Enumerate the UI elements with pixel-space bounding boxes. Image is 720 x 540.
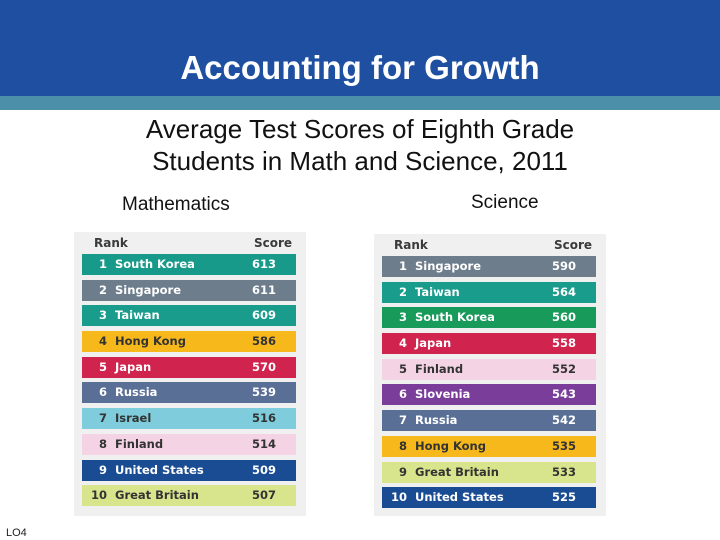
science-row-country: Great Britain [415, 464, 499, 479]
science-row-rank: 8 [398, 438, 407, 453]
science-row-rank: 3 [398, 310, 407, 325]
science-row-country: South Korea [415, 310, 495, 325]
math-table-row [82, 485, 296, 506]
math-rank-header: Rank [94, 236, 128, 250]
science-row-country: Finland [415, 361, 464, 376]
science-row-country: Japan [415, 336, 452, 351]
science-row-country: United States [415, 490, 504, 505]
science-table-row [382, 436, 596, 457]
math-row-score: 611 [252, 282, 277, 297]
science-rows [382, 256, 596, 513]
math-row-country: Great Britain [115, 488, 199, 503]
math-table-header [74, 232, 306, 254]
science-row-rank: 6 [398, 387, 407, 402]
science-row-country: Slovenia [415, 387, 471, 402]
math-row-rank: 5 [98, 359, 107, 374]
math-row-score: 586 [252, 334, 277, 349]
math-row-score: 539 [252, 385, 277, 400]
science-row-rank: 7 [398, 413, 407, 428]
science-row-rank: 2 [398, 284, 407, 299]
math-row-score: 613 [252, 257, 277, 271]
science-row-score: 590 [552, 259, 577, 273]
math-row-rank: 6 [98, 385, 107, 400]
science-row-country: Russia [415, 413, 458, 428]
science-row-rank: 4 [398, 336, 407, 351]
subtitle-line-2: Students in Math and Science, 2011 [152, 146, 568, 176]
math-table-row [82, 382, 296, 403]
math-table-row [82, 408, 296, 429]
science-table-row [382, 256, 596, 277]
science-score-header: Score [553, 238, 592, 252]
science-row-country: Hong Kong [415, 438, 486, 453]
math-table-row [82, 280, 296, 301]
learning-objective-tag: LO4 [6, 527, 27, 539]
math-ranking-table [74, 232, 306, 516]
math-rows [82, 254, 296, 511]
science-row-score: 542 [552, 413, 577, 428]
science-rank-header: Rank [394, 238, 428, 252]
math-row-country: Israel [115, 411, 152, 426]
math-table-row [82, 254, 296, 275]
science-row-rank: 1 [398, 259, 407, 273]
math-row-country: Russia [115, 385, 158, 400]
math-row-country: Singapore [115, 282, 182, 297]
math-row-score: 507 [252, 488, 277, 503]
science-row-score: 533 [552, 464, 577, 479]
science-row-score: 535 [552, 438, 577, 453]
science-row-rank: 9 [398, 464, 407, 479]
math-row-rank: 1 [98, 257, 107, 271]
science-table-row [382, 307, 596, 328]
math-row-rank: 10 [90, 488, 107, 503]
math-row-rank: 7 [98, 411, 107, 426]
math-row-rank: 3 [98, 308, 107, 323]
math-table-row [82, 357, 296, 378]
science-table-row [382, 359, 596, 380]
science-table-row [382, 384, 596, 405]
science-table-row [382, 333, 596, 354]
science-row-rank: 5 [398, 361, 407, 376]
math-score-header: Score [253, 236, 292, 250]
math-row-country: Hong Kong [115, 334, 186, 349]
slide-title: Accounting for Growth [180, 49, 540, 86]
science-table-row [382, 487, 596, 508]
math-row-score: 509 [252, 462, 277, 477]
science-row-country: Taiwan [415, 284, 460, 299]
math-row-country: South Korea [115, 257, 195, 271]
slide-subtitle [100, 113, 620, 177]
math-row-rank: 9 [98, 462, 107, 477]
science-table-row [382, 462, 596, 483]
science-ranking-table [374, 234, 606, 516]
science-row-score: 560 [552, 310, 577, 325]
math-row-country: United States [115, 462, 204, 477]
math-table-row [82, 331, 296, 352]
header-stripe [0, 96, 720, 110]
science-row-score: 543 [552, 387, 577, 402]
math-row-score: 570 [252, 359, 277, 374]
subtitle-line-1: Average Test Scores of Eighth Grade [145, 114, 575, 144]
science-row-score: 558 [552, 336, 577, 351]
math-table-row [82, 305, 296, 326]
science-table-header [374, 234, 606, 256]
science-row-score: 564 [552, 284, 577, 299]
science-row-score: 552 [552, 361, 577, 376]
math-section-title: Mathematics [122, 194, 230, 215]
math-table-row [82, 434, 296, 455]
math-row-rank: 4 [98, 334, 107, 349]
math-table-row [82, 460, 296, 481]
math-row-country: Taiwan [115, 308, 160, 323]
math-row-score: 514 [252, 436, 277, 451]
science-row-rank: 10 [390, 490, 407, 505]
math-row-score: 609 [252, 308, 277, 323]
math-row-score: 516 [252, 411, 277, 426]
science-section-title: Science [471, 192, 539, 213]
math-row-country: Finland [115, 436, 164, 451]
science-table-row [382, 410, 596, 431]
science-row-score: 525 [552, 490, 577, 505]
math-row-rank: 2 [98, 282, 107, 297]
math-row-rank: 8 [98, 436, 107, 451]
science-row-country: Singapore [415, 259, 482, 273]
math-row-country: Japan [115, 359, 152, 374]
science-table-row [382, 282, 596, 303]
